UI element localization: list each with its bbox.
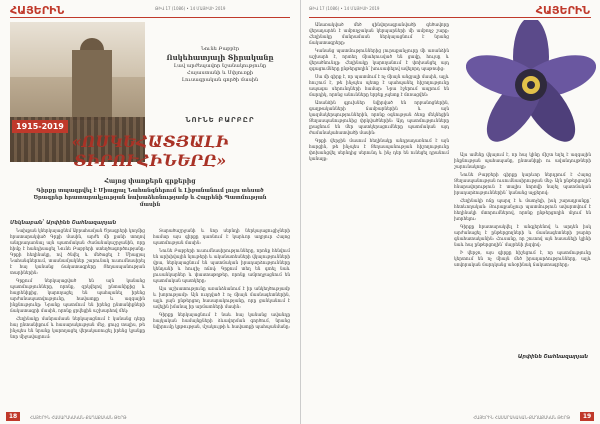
- forget-me-not-flower-icon: [466, 20, 596, 150]
- page-footer: ՀԱՅԵՐԻՆ ՀԱՍԱՐԱԿԱԿԱՆ-ՔԱՂԱՔԱԿԱՆ ԹԵՐԹ: [30, 415, 127, 420]
- book-cover-lines: [150, 46, 290, 84]
- book-line: Հայաստանի և Սփյուռքի: [186, 70, 254, 76]
- author-name: ՆՈՒՆԵ ԲԱՐԲԸՐ: [185, 116, 255, 124]
- paragraph: Հեղինակը մանրամասն ներկայացնում է կանանց դերը հայ ընտանիքում և հասարակության մեջ, ցույց տալիս, թե ինչպես են նրանք կարողացել վերակառուցել իրենց կյանքը նոր միջավայրում։: [10, 316, 145, 339]
- header-date: ԹԻՎ 17 (1086) • 14 ՄԱՅԻՍԻ 2019: [155, 6, 226, 11]
- right-column-2: [454, 152, 591, 352]
- paragraph: Կանանց պատմություններից յուրաքանչյուրը մի առանձին աշխարհ է, որտեղ միահյուսված են ցավը, հույսը և վերածնունդը։ Հեղինակը կարողանում է փոխանցել այդ զգացումները ընթերցողին՝ խուսափելով ավելորդ պաթոսից։: [309, 48, 449, 71]
- paragraph: Այս ամենը վկայում է, որ հայ կինը միշտ եղել է ազգային ինքնության պահապանը, ընտանիքի ու ավանդույթների շարունակողը։: [454, 152, 591, 169]
- paragraph: Նունե Բաբբերի ուսումնասիրությունները, որոնք հենվում են արխիվային նյութերի և ականատեսների վկայությունների վրա, ներկայացնում են պատմական իրադարձությունները կենդանի և հուզիչ ոճով։ Գրքում տեղ են գտել նաև լուսանկարներ և փաստաթղթեր, որոնք ամբողջացնում են պատմական պատկերը։: [153, 248, 290, 283]
- paragraph: Սա մի գիրք է, որ պատմում է ոչ միայն անցյալի մասին, այլև հուշում է, թե ինչպես պետք է պահպանել հիշողությունը ապագա սերունդների համար։ Նրա էջերում ապրում են մարդիկ, որոնց անունները երբեք չպետք է մոռացվեն։: [309, 74, 449, 97]
- left-column-1: [10, 228, 145, 404]
- header-divider: [10, 17, 290, 18]
- photo-building: [72, 50, 112, 120]
- paragraph: Առանձին գլուխներ նվիրված են որբանոցներին, գաղթականների ճամբարներին և այն կազմակերպություններին, որոնք օգնության ձեռք մեկնեցին Ցեղասպանությունից փրկվածներին։ Այդ պատմությունները լրացնում են մեր պատկերացումները պատմական այդ ժամանակահատվածի մասին։: [309, 100, 449, 135]
- paragraph: Նունե Բաբբերի գիրքը կարևոր ներդրում է Հայոց Ցեղասպանության ուսումնասիրության մեջ։ Այն ընթերցողին հնարավորություն է տալիս նորովի նայել պատմական իրադարձություններին՝ կանանց աչքերով։: [454, 172, 591, 195]
- book-line: Լուսագրական գործի մասին: [181, 77, 259, 83]
- article-title: [20, 132, 280, 170]
- paragraph: Գրքի վերջին մասում հեղինակը անդրադառնում է այն հարցին, թե ինչպես է Ցեղասպանության հիշողությունը փոխանցվել սերնդից սերունդ և ինչ դեր են ունեցել դրանում կանայք։: [309, 138, 449, 161]
- author-signature: Արփինե Շահնազարյան: [517, 354, 588, 360]
- paragraph: Այս աշխատությունը առանձնանում է իր անկեղծությամբ և խորությամբ։ Այն ուղղված է ոչ միայն մասնագետներին, այլև լայն ընթերցող հասարակությանը, որը ցանկանում է ավելին իմանալ իր արմատների մասին։: [153, 286, 290, 309]
- paragraph: Գրքում ներկայացված են այն կանանց պատմությունները, որոնք, զրկվելով ընտանիքից և հայրենիքից, կարողացել են պահպանել իրենց արժանապատվությունը, հավատքը և ազգային ինքնությունը։ Նրանք պատմում են իրենց ընտանիքների ճակատագրի մասին, որոնք ցրվեցին աշխարհով մեկ։: [10, 278, 145, 313]
- year-badge: 1915-2019: [12, 120, 68, 133]
- title-line-1: «ՈՍԿԵՀԱՏՅԱԼԻ: [71, 132, 229, 151]
- article-subtitle-detail: Գիրքը տպագրվել է Միացյալ Նահանգներում և Լիբանանում լույս տեսած Ծրագրեր հրատարակչության նախաձեռնությամբ և Հայրենի Պատմության մասին: [33, 188, 267, 208]
- magazine-logo: ՀԱՅԵՐԻՆ: [10, 4, 65, 17]
- book-line: Նունե Բաբբէր: [200, 46, 240, 52]
- header-date: ԹԻՎ 17 (1086) • 14 ՄԱՅԻՍԻ 2019: [309, 6, 380, 11]
- right-page: [300, 0, 600, 424]
- paragraph: Հեղինակի ոճը պարզ է և մատչելի, իսկ շարադրանքը՝ հետևողական։ Յուրաքանչյուր պատմություն ավարտվում է հեղինակի մտորումներով, որոնք ընթերցողին մղում են խորհելու։: [454, 198, 591, 221]
- article-subtitle: Հայոց փառքերն գրքերից: [104, 178, 196, 185]
- left-column-2: [153, 228, 290, 404]
- page-number: 19: [580, 412, 594, 421]
- paragraph: Գիրքը ներկայացնում է նաև հայ կանանց ավանդը հայկական համայնքների ձևավորման գործում, նրանց նվիրումը կրթության, մշակույթի և հավատքի պահպանմանը։: [153, 312, 290, 329]
- byline: Մեկնաբան՝ Արփինե Շահնազարյան: [10, 220, 117, 226]
- title-line-2: ՏԻՐՈՒՀԻՆԵՐԸ»: [73, 151, 227, 170]
- page-number: 18: [6, 412, 20, 421]
- paragraph: Տարածաշրջանի և նոր սերնդի ներկայացուցիչների համար այս գիրքը դառնում է կարևոր աղբյուր Հայոց պատմության մասին։: [153, 228, 290, 245]
- magazine-logo: ՀԱՅԵՐԻՆ: [535, 4, 590, 17]
- book-line: Լավ արժեպավոր նշանակությունը: [173, 63, 267, 69]
- paragraph: Գիրքը հրատարակվել է անգլերենով և արդեն իսկ արժանացել է ընթերցողների և մասնագետների բարձր գնահատականին։ Հուսանք, որ շուտով այն հասանելի կլինի նաև հայ ընթերցողին՝ մայրենի լեզվով։: [454, 224, 591, 247]
- page-footer: ՀԱՅԵՐԻՆ ՀԱՍԱՐԱԿԱԿԱՆ-ՔԱՂԱՔԱԿԱՆ ԹԵՐԹ: [473, 415, 570, 420]
- paragraph: Անառակված մեծ զինվորագրանվածի գեծավորը վերադարձն է ամբողջական կերպարների մի ամբողջ շարք։ Հեղինակը մանրամասն ներկայացնում է նրանց ճակատագրերը։: [309, 22, 449, 45]
- header-divider: [309, 17, 591, 18]
- right-column-1: [309, 22, 449, 402]
- paragraph: Նախքան կներկայացնեմ Աբրահամյան Ծրագրերի կողմից հրատարակված Գրքի մասին, արժե մի քանի տողով անդրադառնալ այն պատմական ժամանակաշրջանին, որը հիմք է հանդիսացել Նունե Բաբբերի ստեղծագործությանը։ Գրքի հեղինակը, ով ծնվել և մեծացել է Միացյալ Նահանգներում, տասնամյակներ շարունակ ուսումնասիրել է հայ կանանց ճակատագրերը Ցեղասպանության տարիներին։: [10, 228, 145, 275]
- paragraph: Ի վերջո, այս գիրքը հիշեցում է, որ պատմությունը կերտում են ոչ միայն մեծ իրադարձությունները, այլև սովորական մարդկանց անօրինակ ճակատագրերը։: [454, 250, 591, 267]
- book-line: Ոսկեհատյալի Տիրականը: [166, 53, 274, 62]
